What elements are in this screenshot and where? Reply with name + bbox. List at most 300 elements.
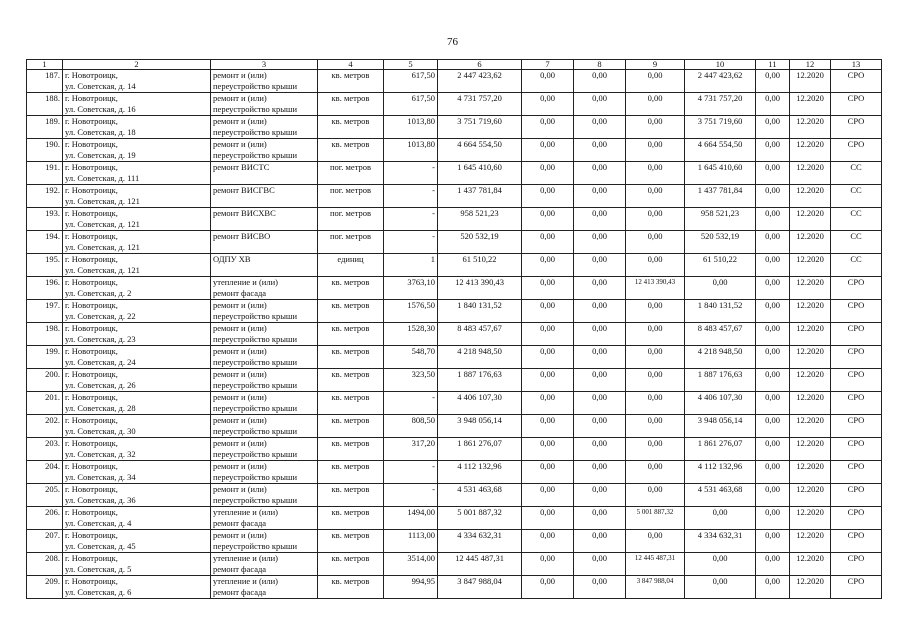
column-header-3: 3: [211, 60, 318, 70]
completion-date-cell: 12.2020: [790, 162, 831, 185]
fund-col9-cell: 0,00: [626, 70, 685, 93]
quantity-cell: 323,50: [384, 369, 438, 392]
table-row: [27, 254, 882, 277]
fund-col8-cell: 0,00: [574, 392, 626, 415]
unit-cell: кв. метров: [318, 484, 384, 507]
fund-col11-cell: 0,00: [756, 346, 790, 369]
address-cell: [63, 162, 211, 185]
fund-col7-cell: 0,00: [522, 93, 574, 116]
fund-col9-cell: 12 445 487,31: [626, 553, 685, 576]
address-cell: [63, 484, 211, 507]
funding-source-cell: СРО: [831, 277, 882, 300]
fund-col9-cell: 0,00: [626, 346, 685, 369]
work-type-line: переустройство крыши: [213, 494, 298, 505]
quantity-cell: 1013,80: [384, 139, 438, 162]
fund-col9-cell: 0,00: [626, 369, 685, 392]
row-number: 197.: [27, 300, 63, 323]
work-type-line: ремонт ВИСВО: [213, 231, 271, 241]
address-street: ул. Советская, д. 24: [65, 356, 136, 367]
fund-col8-cell: 0,00: [574, 323, 626, 346]
quantity-cell: 1: [384, 254, 438, 277]
table-row: [27, 70, 882, 93]
work-type-line: ремонт фасада: [213, 287, 267, 298]
address-cell: [63, 70, 211, 93]
completion-date-cell: 12.2020: [790, 231, 831, 254]
total-cost-cell: 1 887 176,63: [438, 369, 522, 392]
total-cost-cell: 3 751 719,60: [438, 116, 522, 139]
row-number: 203.: [27, 438, 63, 461]
total-cost-cell: 3 847 988,04: [438, 576, 522, 599]
table-row: [27, 323, 882, 346]
fund-col10-cell: 0,00: [685, 553, 756, 576]
column-header-11: 11: [756, 60, 790, 70]
table-row: [27, 116, 882, 139]
total-cost-cell: 4 218 948,50: [438, 346, 522, 369]
table-row: [27, 576, 882, 599]
address-cell: [63, 254, 211, 277]
unit-cell: кв. метров: [318, 415, 384, 438]
fund-col9-cell: 0,00: [626, 530, 685, 553]
fund-col10-cell: 0,00: [685, 277, 756, 300]
total-cost-cell: 5 001 887,32: [438, 507, 522, 530]
table-row: [27, 507, 882, 530]
fund-col7-cell: 0,00: [522, 185, 574, 208]
fund-col7-cell: 0,00: [522, 346, 574, 369]
fund-col8-cell: 0,00: [574, 346, 626, 369]
address-street: ул. Советская, д. 14: [65, 80, 136, 91]
column-header-2: 2: [63, 60, 211, 70]
fund-col8-cell: 0,00: [574, 139, 626, 162]
table-row: [27, 369, 882, 392]
address-city: г. Новотроицк,: [65, 438, 118, 448]
fund-col9-cell: 3 847 988,04: [626, 576, 685, 599]
fund-col11-cell: 0,00: [756, 208, 790, 231]
row-number: 204.: [27, 461, 63, 484]
fund-col9-cell: 0,00: [626, 254, 685, 277]
work-type-line: ремонт ВИСХВС: [213, 208, 276, 218]
fund-col10-cell: 1 645 410,60: [685, 162, 756, 185]
work-type-line: переустройство крыши: [213, 471, 298, 482]
address-street: ул. Советская, д. 121: [65, 264, 140, 275]
fund-col7-cell: 0,00: [522, 162, 574, 185]
work-type-line: ремонт и (или): [213, 369, 267, 379]
completion-date-cell: 12.2020: [790, 93, 831, 116]
work-type-cell: [211, 576, 318, 599]
column-header-13: 13: [831, 60, 882, 70]
quantity-cell: 317,20: [384, 438, 438, 461]
quantity-cell: -: [384, 392, 438, 415]
work-type-line: ремонт и (или): [213, 323, 267, 333]
work-type-line: ремонт ВИСГВС: [213, 185, 275, 195]
work-type-line: ремонт и (или): [213, 392, 267, 402]
row-number: 200.: [27, 369, 63, 392]
fund-col11-cell: 0,00: [756, 323, 790, 346]
quantity-cell: -: [384, 231, 438, 254]
fund-col10-cell: 3 751 719,60: [685, 116, 756, 139]
fund-col7-cell: 0,00: [522, 116, 574, 139]
address-city: г. Новотроицк,: [65, 254, 118, 264]
fund-col9-cell: 0,00: [626, 116, 685, 139]
fund-col7-cell: 0,00: [522, 231, 574, 254]
fund-col9-cell: 0,00: [626, 392, 685, 415]
work-type-line: ОДПУ ХВ: [213, 254, 251, 264]
work-type-line: ремонт и (или): [213, 116, 267, 126]
fund-col10-cell: 4 334 632,31: [685, 530, 756, 553]
table-row: [27, 392, 882, 415]
completion-date-cell: 12.2020: [790, 369, 831, 392]
unit-cell: кв. метров: [318, 300, 384, 323]
address-city: г. Новотроицк,: [65, 576, 118, 586]
work-type-line: утепление и (или): [213, 277, 278, 287]
row-number: 208.: [27, 553, 63, 576]
unit-cell: кв. метров: [318, 576, 384, 599]
table-row: [27, 346, 882, 369]
fund-col8-cell: 0,00: [574, 507, 626, 530]
fund-col11-cell: 0,00: [756, 185, 790, 208]
work-type-cell: [211, 369, 318, 392]
fund-col9-cell: 0,00: [626, 484, 685, 507]
quantity-cell: 1576,50: [384, 300, 438, 323]
address-cell: [63, 277, 211, 300]
unit-cell: пог. метров: [318, 185, 384, 208]
address-street: ул. Советская, д. 121: [65, 241, 140, 252]
column-header-9: 9: [626, 60, 685, 70]
row-number: 196.: [27, 277, 63, 300]
row-number: 199.: [27, 346, 63, 369]
unit-cell: кв. метров: [318, 277, 384, 300]
fund-col9-cell: 0,00: [626, 461, 685, 484]
table-row: [27, 139, 882, 162]
address-city: г. Новотроицк,: [65, 507, 118, 517]
quantity-cell: 1494,00: [384, 507, 438, 530]
funding-source-cell: СС: [831, 162, 882, 185]
address-street: ул. Советская, д. 111: [65, 172, 140, 183]
table-row: [27, 231, 882, 254]
address-cell: [63, 93, 211, 116]
funding-source-cell: СС: [831, 254, 882, 277]
table-row: [27, 300, 882, 323]
address-cell: [63, 116, 211, 139]
work-type-cell: [211, 185, 318, 208]
fund-col8-cell: 0,00: [574, 484, 626, 507]
fund-col11-cell: 0,00: [756, 576, 790, 599]
fund-col9-cell: 0,00: [626, 415, 685, 438]
fund-col10-cell: 4 664 554,50: [685, 139, 756, 162]
table-row: [27, 438, 882, 461]
funding-source-cell: СРО: [831, 553, 882, 576]
funding-source-cell: СРО: [831, 576, 882, 599]
fund-col7-cell: 0,00: [522, 553, 574, 576]
fund-col11-cell: 0,00: [756, 162, 790, 185]
work-type-cell: [211, 415, 318, 438]
completion-date-cell: 12.2020: [790, 530, 831, 553]
funding-source-cell: СРО: [831, 323, 882, 346]
address-cell: [63, 300, 211, 323]
completion-date-cell: 12.2020: [790, 438, 831, 461]
total-cost-cell: 4 531 463,68: [438, 484, 522, 507]
quantity-cell: -: [384, 461, 438, 484]
work-type-line: переустройство крыши: [213, 310, 298, 321]
address-city: г. Новотроицк,: [65, 530, 118, 540]
completion-date-cell: 12.2020: [790, 254, 831, 277]
fund-col7-cell: 0,00: [522, 438, 574, 461]
unit-cell: кв. метров: [318, 93, 384, 116]
work-type-cell: [211, 323, 318, 346]
unit-cell: кв. метров: [318, 116, 384, 139]
fund-col7-cell: 0,00: [522, 323, 574, 346]
address-cell: [63, 139, 211, 162]
work-type-line: переустройство крыши: [213, 379, 298, 390]
fund-col10-cell: 2 447 423,62: [685, 70, 756, 93]
address-city: г. Новотроицк,: [65, 392, 118, 402]
fund-col10-cell: 4 731 757,20: [685, 93, 756, 116]
fund-col8-cell: 0,00: [574, 208, 626, 231]
address-street: ул. Советская, д. 30: [65, 425, 136, 436]
quantity-cell: 808,50: [384, 415, 438, 438]
fund-col11-cell: 0,00: [756, 484, 790, 507]
work-type-cell: [211, 484, 318, 507]
fund-col8-cell: 0,00: [574, 116, 626, 139]
address-cell: [63, 438, 211, 461]
address-city: г. Новотроицк,: [65, 323, 118, 333]
work-type-cell: [211, 231, 318, 254]
work-type-cell: [211, 392, 318, 415]
quantity-cell: 617,50: [384, 93, 438, 116]
fund-col10-cell: 61 510,22: [685, 254, 756, 277]
fund-col11-cell: 0,00: [756, 530, 790, 553]
work-type-line: утепление и (или): [213, 576, 278, 586]
address-city: г. Новотроицк,: [65, 116, 118, 126]
fund-col10-cell: 0,00: [685, 507, 756, 530]
fund-col11-cell: 0,00: [756, 507, 790, 530]
row-number: 202.: [27, 415, 63, 438]
quantity-cell: -: [384, 185, 438, 208]
table-row: [27, 530, 882, 553]
fund-col7-cell: 0,00: [522, 277, 574, 300]
fund-col9-cell: 0,00: [626, 185, 685, 208]
fund-col11-cell: 0,00: [756, 254, 790, 277]
address-city: г. Новотроицк,: [65, 415, 118, 425]
fund-col11-cell: 0,00: [756, 553, 790, 576]
row-number: 205.: [27, 484, 63, 507]
unit-cell: кв. метров: [318, 507, 384, 530]
address-city: г. Новотроицк,: [65, 231, 118, 241]
address-street: ул. Советская, д. 32: [65, 448, 136, 459]
fund-col8-cell: 0,00: [574, 185, 626, 208]
unit-cell: кв. метров: [318, 392, 384, 415]
work-type-cell: [211, 346, 318, 369]
quantity-cell: 1113,00: [384, 530, 438, 553]
address-city: г. Новотроицк,: [65, 277, 118, 287]
fund-col11-cell: 0,00: [756, 369, 790, 392]
fund-col11-cell: 0,00: [756, 231, 790, 254]
fund-col10-cell: 4 218 948,50: [685, 346, 756, 369]
fund-col8-cell: 0,00: [574, 162, 626, 185]
work-type-line: переустройство крыши: [213, 80, 298, 91]
work-type-line: ремонт и (или): [213, 438, 267, 448]
row-number: 207.: [27, 530, 63, 553]
address-street: ул. Советская, д. 121: [65, 218, 140, 229]
quantity-cell: 3763,10: [384, 277, 438, 300]
table-row: [27, 162, 882, 185]
work-type-cell: [211, 300, 318, 323]
fund-col10-cell: 4 531 463,68: [685, 484, 756, 507]
unit-cell: кв. метров: [318, 461, 384, 484]
funding-source-cell: СРО: [831, 415, 882, 438]
work-type-line: ремонт и (или): [213, 484, 267, 494]
fund-col7-cell: 0,00: [522, 208, 574, 231]
address-cell: [63, 461, 211, 484]
fund-col10-cell: 8 483 457,67: [685, 323, 756, 346]
fund-col9-cell: 0,00: [626, 300, 685, 323]
address-street: ул. Советская, д. 16: [65, 103, 136, 114]
quantity-cell: -: [384, 208, 438, 231]
address-street: ул. Советская, д. 5: [65, 563, 132, 574]
row-number: 190.: [27, 139, 63, 162]
fund-col7-cell: 0,00: [522, 484, 574, 507]
fund-col11-cell: 0,00: [756, 461, 790, 484]
total-cost-cell: 1 437 781,84: [438, 185, 522, 208]
fund-col10-cell: 958 521,23: [685, 208, 756, 231]
table-row: [27, 461, 882, 484]
table-row: [27, 277, 882, 300]
work-type-cell: [211, 70, 318, 93]
fund-col7-cell: 0,00: [522, 254, 574, 277]
quantity-cell: 617,50: [384, 70, 438, 93]
row-number: 193.: [27, 208, 63, 231]
unit-cell: кв. метров: [318, 530, 384, 553]
work-type-cell: [211, 277, 318, 300]
work-type-cell: [211, 93, 318, 116]
total-cost-cell: 12 445 487,31: [438, 553, 522, 576]
completion-date-cell: 12.2020: [790, 392, 831, 415]
table-row: [27, 553, 882, 576]
fund-col10-cell: 1 861 276,07: [685, 438, 756, 461]
address-city: г. Новотроицк,: [65, 369, 118, 379]
address-city: г. Новотроицк,: [65, 70, 118, 80]
fund-col9-cell: 0,00: [626, 93, 685, 116]
column-header-8: 8: [574, 60, 626, 70]
address-street: ул. Советская, д. 26: [65, 379, 136, 390]
total-cost-cell: 1 645 410,60: [438, 162, 522, 185]
address-cell: [63, 323, 211, 346]
completion-date-cell: 12.2020: [790, 300, 831, 323]
table-row: [27, 208, 882, 231]
work-type-line: переустройство крыши: [213, 402, 298, 413]
total-cost-cell: 12 413 390,43: [438, 277, 522, 300]
total-cost-cell: 8 483 457,67: [438, 323, 522, 346]
unit-cell: кв. метров: [318, 323, 384, 346]
completion-date-cell: 12.2020: [790, 576, 831, 599]
quantity-cell: 548,70: [384, 346, 438, 369]
fund-col8-cell: 0,00: [574, 415, 626, 438]
address-street: ул. Советская, д. 19: [65, 149, 136, 160]
work-type-line: ремонт и (или): [213, 139, 267, 149]
funding-source-cell: СС: [831, 231, 882, 254]
work-type-line: утепление и (или): [213, 553, 278, 563]
work-type-line: ремонт и (или): [213, 300, 267, 310]
address-city: г. Новотроицк,: [65, 139, 118, 149]
row-number: 187.: [27, 70, 63, 93]
fund-col7-cell: 0,00: [522, 530, 574, 553]
fund-col8-cell: 0,00: [574, 300, 626, 323]
funding-source-cell: СРО: [831, 461, 882, 484]
unit-cell: кв. метров: [318, 139, 384, 162]
header-row: [27, 60, 882, 70]
column-number-header: [27, 60, 882, 70]
row-number: 201.: [27, 392, 63, 415]
table-row: [27, 93, 882, 116]
address-cell: [63, 530, 211, 553]
table-row: [27, 484, 882, 507]
completion-date-cell: 12.2020: [790, 346, 831, 369]
address-street: ул. Советская, д. 28: [65, 402, 136, 413]
column-header-10: 10: [685, 60, 756, 70]
address-city: г. Новотроицк,: [65, 484, 118, 494]
fund-col10-cell: 1 887 176,63: [685, 369, 756, 392]
work-type-cell: [211, 507, 318, 530]
row-number: 198.: [27, 323, 63, 346]
funding-source-cell: СРО: [831, 484, 882, 507]
completion-date-cell: 12.2020: [790, 461, 831, 484]
fund-col10-cell: 4 112 132,96: [685, 461, 756, 484]
address-cell: [63, 346, 211, 369]
unit-cell: кв. метров: [318, 553, 384, 576]
fund-col8-cell: 0,00: [574, 576, 626, 599]
address-cell: [63, 553, 211, 576]
fund-col7-cell: 0,00: [522, 392, 574, 415]
work-type-line: переустройство крыши: [213, 126, 298, 137]
fund-col7-cell: 0,00: [522, 70, 574, 93]
completion-date-cell: 12.2020: [790, 553, 831, 576]
fund-col11-cell: 0,00: [756, 70, 790, 93]
work-type-line: утепление и (или): [213, 507, 278, 517]
address-cell: [63, 369, 211, 392]
work-type-line: переустройство крыши: [213, 149, 298, 160]
fund-col11-cell: 0,00: [756, 116, 790, 139]
funding-source-cell: СС: [831, 185, 882, 208]
repair-program-table: [26, 59, 882, 599]
column-header-1: 1: [27, 60, 63, 70]
fund-col8-cell: 0,00: [574, 70, 626, 93]
address-street: ул. Советская, д. 18: [65, 126, 136, 137]
address-city: г. Новотроицк,: [65, 346, 118, 356]
work-type-cell: [211, 208, 318, 231]
quantity-cell: 1013,80: [384, 116, 438, 139]
row-number: 189.: [27, 116, 63, 139]
address-cell: [63, 507, 211, 530]
fund-col8-cell: 0,00: [574, 277, 626, 300]
fund-col11-cell: 0,00: [756, 300, 790, 323]
address-street: ул. Советская, д. 34: [65, 471, 136, 482]
funding-source-cell: СРО: [831, 392, 882, 415]
completion-date-cell: 12.2020: [790, 415, 831, 438]
total-cost-cell: 4 334 632,31: [438, 530, 522, 553]
work-type-cell: [211, 553, 318, 576]
fund-col9-cell: 0,00: [626, 208, 685, 231]
work-type-line: ремонт и (или): [213, 461, 267, 471]
quantity-cell: 994,95: [384, 576, 438, 599]
address-street: ул. Советская, д. 4: [65, 517, 132, 528]
fund-col9-cell: 0,00: [626, 139, 685, 162]
quantity-cell: -: [384, 162, 438, 185]
address-street: ул. Советская, д. 23: [65, 333, 136, 344]
fund-col10-cell: 3 948 056,14: [685, 415, 756, 438]
work-type-line: ремонт и (или): [213, 346, 267, 356]
funding-source-cell: СРО: [831, 93, 882, 116]
row-number: 195.: [27, 254, 63, 277]
completion-date-cell: 12.2020: [790, 185, 831, 208]
